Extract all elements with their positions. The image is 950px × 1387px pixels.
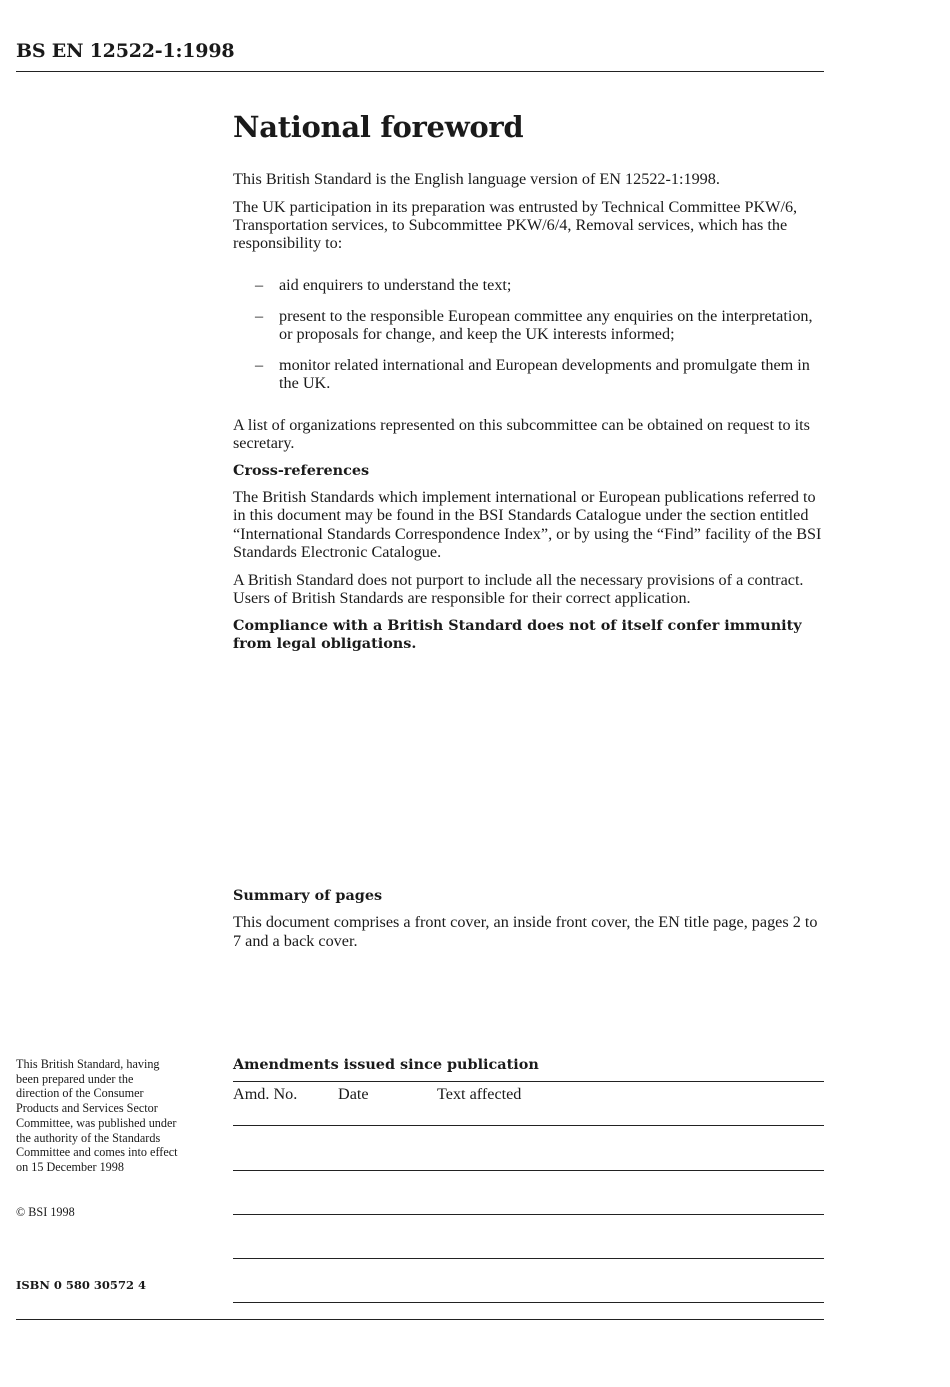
list-item [233,307,827,344]
note-line: Committee and comes into effect [16,1145,178,1160]
note-line: Committee, was published under [16,1115,177,1130]
page-title: National foreword [233,110,524,144]
crossref-paragraph: The British Standards which implement international or European publications referred to in this document may be found in the BSI Standards Catalogue under the section entitled “International Standards Correspondence Index”, or by using the “Find” facility of the BSI Standards Electronic Catalogue. [233,488,822,562]
amendments-row-rule [233,1125,824,1126]
compliance-statement: Compliance with a British Standard does not of itself confer immunity from legal obligations. [233,617,802,653]
organizations-paragraph: A list of organizations represented on this subcommittee can be obtained on request to its secretary. [233,415,810,452]
note-line: the authority of the Standards [16,1130,161,1145]
list-item-text: monitor related international and European developments and promulgate them in the UK. [279,356,810,393]
amendments-row-rule [233,1258,824,1259]
list-item [233,276,827,294]
amendments-row-rule [233,1214,824,1215]
amendments-col-amd-no: Amd. No. [233,1085,298,1103]
header-divider [16,71,824,72]
amendments-row-rule [233,1302,824,1303]
dash-bullet: – [255,306,264,325]
note-line: on 15 December 1998 [16,1159,124,1174]
amendments-col-text-affected: Text affected [437,1085,522,1103]
responsibility-list [233,276,827,393]
copyright-notice: © BSI 1998 [16,1205,75,1219]
note-line: Products and Services Sector [16,1101,158,1116]
publication-note [16,1057,216,1175]
crossref-heading: Cross-references [233,461,370,479]
amendments-col-date: Date [338,1085,369,1103]
note-line: This British Standard, having [16,1057,160,1071]
list-item-text: aid enquirers to understand the text; [279,275,512,294]
list-item [233,356,827,393]
foreword-body [233,170,827,663]
participation-paragraph: The UK participation in its preparation was entrusted by Technical Committee PKW/6, Transportation services, to Subcommittee PKW/6/4, Removal services, which has the responsibility to: [233,197,798,253]
footer-divider [16,1319,824,1320]
isbn: ISBN 0 580 30572 4 [16,1278,146,1292]
summary-section [233,887,827,959]
summary-heading: Summary of pages [233,887,383,904]
amendments-row-rule [233,1170,824,1171]
list-item-text: present to the responsible European committee any enquiries on the interpretation, or proposals for change, and keep the UK interests informed; [279,306,813,344]
contract-paragraph: A British Standard does not purport to include all the necessary provisions of a contract. Users of British Standards are responsible for their correct application. [233,570,804,608]
dash-bullet: – [255,356,264,375]
amendments-title: Amendments issued since publication [233,1056,539,1073]
amendments-top-rule [233,1081,824,1082]
summary-text: This document comprises a front cover, an inside front cover, the EN title page, pages 2 to 7 and a back cover. [233,913,818,950]
document-code: BS EN 12522-1:1998 [16,40,235,62]
intro-paragraph: This British Standard is the English language version of EN 12522-1:1998. [233,170,720,188]
dash-bullet: – [255,275,264,294]
note-line: direction of the Consumer [16,1086,144,1101]
note-line: been prepared under the [16,1071,134,1086]
